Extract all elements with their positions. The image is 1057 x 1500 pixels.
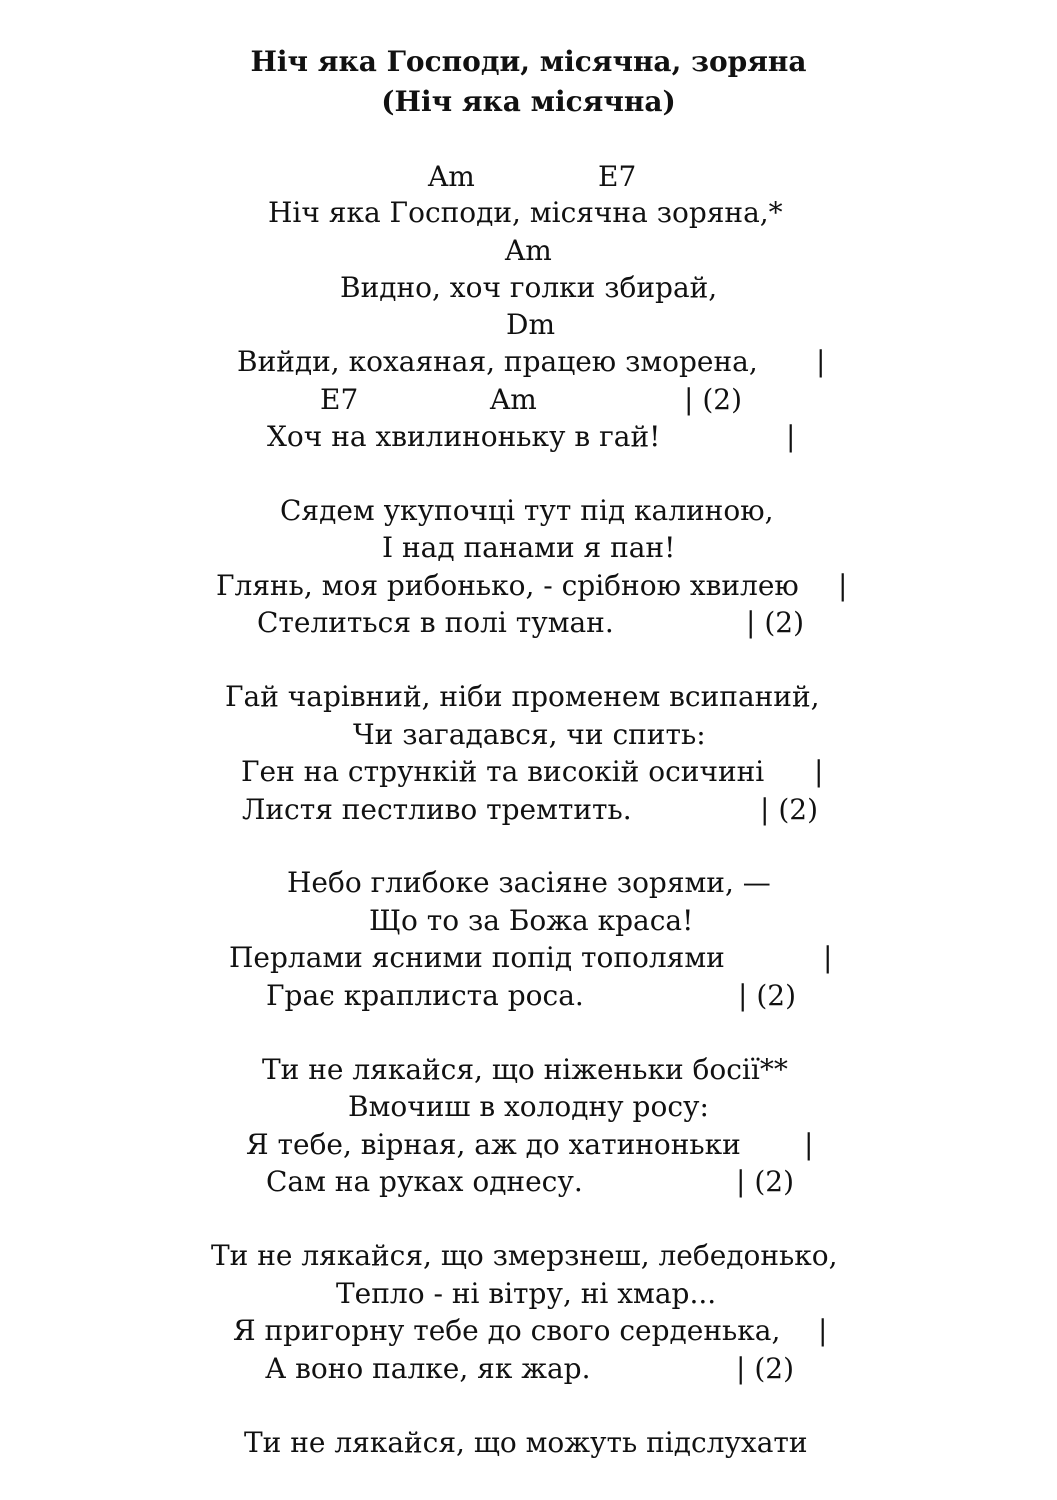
chord-am: Am	[428, 160, 475, 193]
lyric-line: Чи загадався, чи спить:	[353, 718, 706, 751]
repeat-mark: | (2)	[738, 979, 796, 1012]
repeat-bar: |	[823, 941, 833, 974]
repeat-mark: | (2)	[746, 606, 804, 639]
lyric-line: Вийди, кохаяная, працею зморена,	[237, 345, 758, 378]
lyric-line: Ти не лякайся, що ніженьки босії**	[262, 1053, 788, 1086]
repeat-mark: | (2)	[760, 793, 818, 826]
lyric-line: Гай чарівний, ніби променем всипаний,	[225, 680, 820, 713]
lyric-line: Тепло - ні вітру, ні хмар...	[336, 1277, 717, 1310]
lyric-line: Хоч на хвилиноньку в гай!	[267, 420, 661, 453]
lyric-line: Що то за Божа краса!	[369, 904, 694, 937]
chord-dm: Dm	[506, 308, 555, 341]
repeat-bar: |	[786, 420, 796, 453]
lyric-line: Сядем укупочці тут під калиною,	[280, 494, 774, 527]
repeat-mark: | (2)	[684, 383, 742, 416]
repeat-bar: |	[816, 345, 826, 378]
lyric-line: Грає краплиста роса.	[266, 979, 584, 1012]
lyric-line: Ніч яка Господи, місячна зоряна,*	[268, 196, 783, 229]
repeat-mark: | (2)	[736, 1352, 794, 1385]
chord-e7: E7	[598, 160, 637, 193]
lyric-line: І над панами я пан!	[382, 531, 676, 564]
chord-am: Am	[490, 383, 537, 416]
lyric-line: Глянь, моя рибонько, - срібною хвилею	[216, 569, 799, 602]
lyric-line: Вмочиш в холодну росу:	[348, 1090, 709, 1123]
chord-am: Am	[505, 234, 552, 267]
lyric-line: Небо глибоке засіяне зорями, —	[287, 866, 771, 899]
lyric-line: А воно палке, як жар.	[265, 1352, 591, 1385]
repeat-bar: |	[838, 569, 848, 602]
lyric-line: Ти не лякайся, що можуть підслухати	[244, 1426, 808, 1459]
lyric-line: Стелиться в полі туман.	[257, 606, 614, 639]
song-title: Ніч яка Господи, місячна, зоряна	[250, 45, 807, 78]
lyric-line: Ген на стрункій та високій осичині	[241, 755, 765, 788]
repeat-mark: | (2)	[736, 1165, 794, 1198]
lyric-line: Сам на руках однесу.	[266, 1165, 583, 1198]
lyric-line: Листя пестливо тремтить.	[242, 793, 632, 826]
repeat-bar: |	[804, 1128, 814, 1161]
song-subtitle: (Ніч яка місячна)	[381, 85, 676, 118]
repeat-bar: |	[814, 755, 824, 788]
lyric-line: Ти не лякайся, що змерзнеш, лебедонько,	[211, 1239, 838, 1272]
lyric-line: Видно, хоч голки збирай,	[340, 271, 718, 304]
lyric-line: Я пригорну тебе до свого серденька,	[233, 1314, 781, 1347]
chord-e7: E7	[320, 383, 359, 416]
repeat-bar: |	[818, 1314, 828, 1347]
lyric-line: Перлами ясними попід тополями	[229, 941, 725, 974]
lyric-line: Я тебе, вірная, аж до хатиноньки	[246, 1128, 741, 1161]
